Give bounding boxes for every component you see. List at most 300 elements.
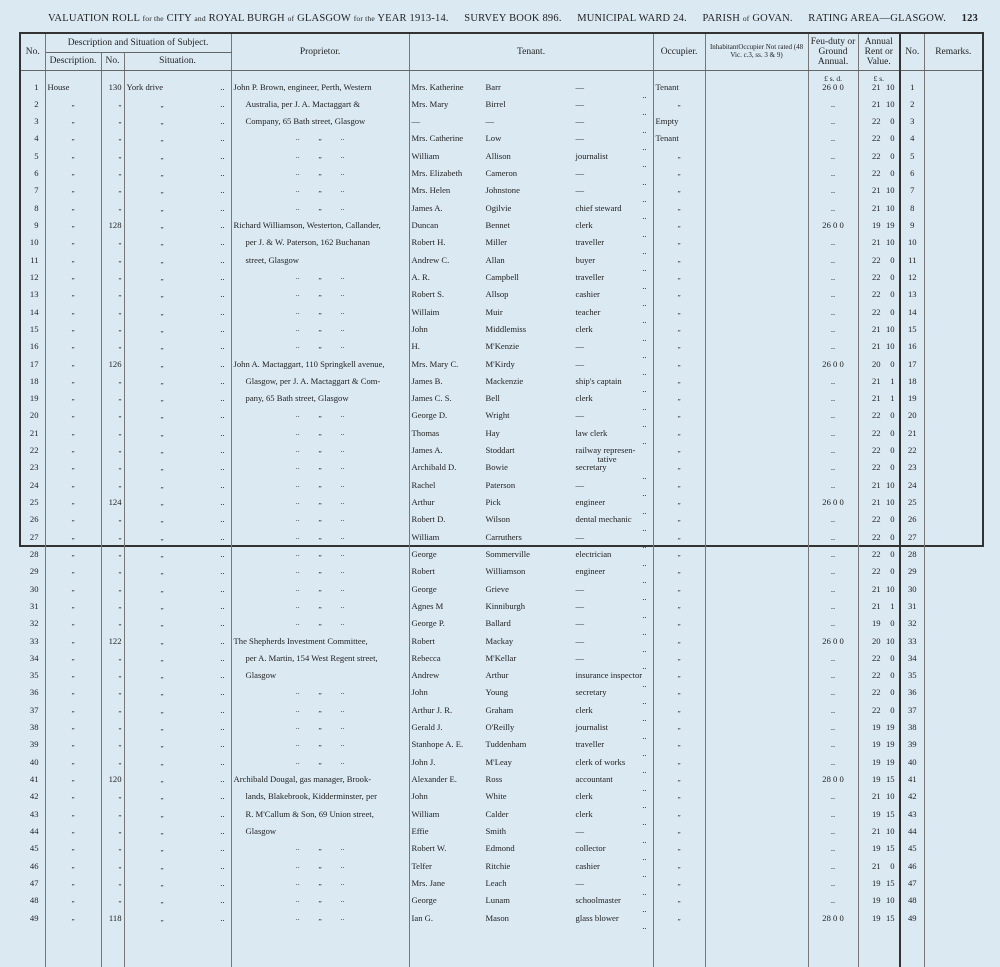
leader-dots: .. (220, 99, 225, 109)
description-cell: „ (45, 446, 101, 463)
tenant-cell (409, 325, 653, 342)
tenant-surname: — (485, 117, 495, 127)
annual-rent-cell (858, 637, 900, 654)
rent-pounds: 22 (871, 446, 881, 456)
street-number-cell: „ (101, 481, 124, 498)
occupier-cell: „ (653, 515, 705, 532)
inhabitant-cell (705, 446, 808, 463)
row-number-right: 28 (900, 550, 924, 567)
feu-duty-cell: .. (808, 619, 858, 636)
leader-dots: .. (220, 913, 225, 923)
tenant-cell (409, 463, 653, 480)
occupier-cell: „ (653, 256, 705, 273)
table-row (21, 221, 982, 238)
rent-pounds: 19 (871, 913, 881, 923)
proprietor-cell: .. „ .. (231, 723, 409, 740)
feu-duty-cell: .. (808, 429, 858, 446)
tenant-cell (409, 238, 653, 255)
occupier-cell: „ (653, 810, 705, 827)
rent-pounds: 21 (871, 584, 881, 594)
title-part: GLASGOW (297, 13, 351, 24)
occupier-cell: „ (653, 567, 705, 584)
tenant-first-name: George P. (411, 619, 445, 629)
leader-dots: .. (642, 90, 647, 100)
parish-label: PARISH (702, 13, 741, 24)
tenant-cell (409, 134, 653, 151)
street-number-cell: „ (101, 862, 124, 879)
description-cell: „ (45, 290, 101, 307)
tenant-cell (409, 100, 653, 117)
col-desc-group: Description and Situation of Subject. (45, 34, 231, 52)
inhabitant-cell (705, 152, 808, 169)
street-number-cell: „ (101, 152, 124, 169)
annual-rent-cell (858, 446, 900, 463)
tenant-occupation: — (575, 619, 585, 629)
street-number-cell: „ (101, 186, 124, 203)
proprietor-cell: .. „ .. (231, 533, 409, 550)
leader-dots: .. (220, 532, 225, 542)
situation-cell (124, 308, 231, 325)
street-number-cell: „ (101, 896, 124, 913)
occupier-cell: Tenant (653, 83, 705, 100)
annual-rent-cell (858, 394, 900, 411)
street-number-cell: „ (101, 100, 124, 117)
table-row (21, 238, 982, 255)
occupier-cell: „ (653, 221, 705, 238)
empty-cell (21, 931, 45, 967)
inhabitant-cell (705, 688, 808, 705)
leader-dots: .. (642, 315, 647, 325)
remarks-cell (924, 758, 982, 775)
rent-shillings: 10 (885, 498, 895, 507)
remarks-cell (924, 446, 982, 463)
row-number-right: 41 (900, 775, 924, 792)
leader-dots: .. (642, 488, 647, 498)
description-cell: „ (45, 827, 101, 844)
table-row (21, 83, 982, 100)
leader-dots: .. (642, 626, 647, 637)
row-number: 5 (21, 152, 45, 169)
proprietor-cell: .. „ .. (231, 688, 409, 705)
description-cell: „ (45, 186, 101, 203)
situation-cell (124, 186, 231, 203)
situation-text: „ (160, 654, 164, 663)
empty-cell (231, 931, 409, 967)
row-number: 40 (21, 758, 45, 775)
tenant-occupation: schoolmaster (575, 896, 621, 906)
situation-text: „ (160, 845, 164, 854)
inhabitant-cell (705, 186, 808, 203)
situation-text: „ (160, 533, 164, 542)
remarks-cell (924, 533, 982, 550)
feu-duty-cell: 26 0 0 (808, 498, 858, 515)
inhabitant-cell (705, 100, 808, 117)
tenant-occupation: — (575, 532, 585, 542)
occupier-cell: Empty (653, 117, 705, 134)
tenant-cell (409, 688, 653, 705)
tenant-first-name: A. R. (411, 272, 430, 282)
row-number: 41 (21, 775, 45, 792)
inhabitant-cell (705, 273, 808, 290)
title-part: ROYAL BURGH (208, 13, 285, 24)
row-number: 3 (21, 117, 45, 134)
leader-dots: .. (220, 792, 225, 802)
rent-pounds: 21 (871, 324, 881, 334)
feu-duty-cell: .. (808, 827, 858, 844)
leader-dots: .. (642, 159, 647, 170)
description-cell: „ (45, 273, 101, 290)
col-tenant: Tenant. (409, 34, 653, 70)
tenant-cell (409, 429, 653, 446)
row-number-right: 37 (900, 706, 924, 723)
leader-dots: .. (642, 592, 647, 602)
rent-shillings: 0 (890, 151, 895, 161)
situation-cell (124, 914, 231, 931)
row-number: 18 (21, 377, 45, 394)
feu-duty-cell: .. (808, 325, 858, 342)
row-number-right: 33 (900, 637, 924, 654)
situation-text: „ (160, 152, 164, 161)
remarks-cell (924, 342, 982, 359)
col-occupier: Occupier. (653, 34, 705, 70)
row-number-right: 16 (900, 342, 924, 359)
tenant-cell (409, 654, 653, 671)
leader-dots: .. (642, 644, 647, 654)
table-row (21, 169, 982, 186)
situation-text: „ (160, 447, 164, 456)
tenant-occupation: secretary (575, 463, 607, 473)
table-row (21, 862, 982, 879)
tenant-surname: Sommerville (485, 549, 530, 559)
description-cell: „ (45, 204, 101, 221)
street-number-cell: „ (101, 844, 124, 861)
situation-cell (124, 740, 231, 757)
leader-dots: .. (220, 428, 225, 438)
col-remarks: Remarks. (924, 34, 982, 70)
situation-cell (124, 775, 231, 792)
rent-pounds: 22 (871, 549, 881, 559)
remarks-cell (924, 325, 982, 342)
situation-cell (124, 533, 231, 550)
tenant-surname: O'Reilly (485, 723, 515, 733)
proprietor-cell: .. „ .. (231, 550, 409, 567)
inhabitant-cell (705, 602, 808, 619)
leader-dots: .. (642, 505, 647, 516)
row-number: 1 (21, 83, 45, 100)
feu-duty-cell: 26 0 0 (808, 360, 858, 377)
street-number-cell: „ (101, 567, 124, 584)
inhabitant-cell (705, 637, 808, 654)
rent-shillings: 0 (890, 532, 895, 542)
inhabitant-cell (705, 169, 808, 186)
occupier-cell: „ (653, 550, 705, 567)
tenant-occupation: insurance inspector (575, 671, 643, 681)
row-number: 26 (21, 515, 45, 532)
situation-text: „ (160, 516, 164, 525)
annual-rent-cell (858, 896, 900, 913)
proprietor-cell: Archibald Dougal, gas manager, Brook- (231, 775, 409, 792)
description-cell: „ (45, 706, 101, 723)
situation-text: „ (160, 602, 164, 611)
proprietor-cell: .. „ .. (231, 152, 409, 169)
proprietor-cell: Glasgow (231, 671, 409, 688)
row-number-right: 9 (900, 221, 924, 238)
leader-dots: .. (642, 297, 647, 308)
situation-cell (124, 498, 231, 515)
occupier-cell: „ (653, 827, 705, 844)
rent-units: £ s. (858, 70, 900, 83)
tenant-first-name: Rebecca (411, 653, 441, 663)
title-part: for the (142, 14, 164, 23)
tenant-first-name: Robert (411, 636, 435, 646)
table-row (21, 117, 982, 134)
row-number-right: 34 (900, 654, 924, 671)
proprietor-cell: Australia, per J. A. Mactaggart & (231, 100, 409, 117)
rent-pounds: 22 (871, 463, 881, 473)
leader-dots: .. (220, 342, 225, 352)
street-number-cell: „ (101, 792, 124, 809)
annual-rent-cell (858, 602, 900, 619)
leader-dots: .. (642, 886, 647, 897)
description-cell: „ (45, 896, 101, 913)
tenant-occupation: traveller (575, 238, 605, 248)
rent-pounds: 22 (871, 134, 881, 144)
street-number-cell: „ (101, 342, 124, 359)
description-cell: „ (45, 654, 101, 671)
remarks-cell (924, 585, 982, 602)
rent-shillings: 10 (885, 99, 895, 109)
leader-dots: .. (220, 394, 225, 404)
leader-dots: .. (642, 713, 647, 724)
tenant-occupation: electrician (575, 549, 612, 559)
leader-dots: .. (220, 861, 225, 871)
situation-cell (124, 706, 231, 723)
tenant-occupation: — (575, 134, 585, 144)
situation-cell (124, 481, 231, 498)
feu-duty-cell: .. (808, 481, 858, 498)
remarks-cell (924, 411, 982, 428)
rent-shillings: 0 (890, 619, 895, 629)
tenant-surname: M'Kellar (485, 653, 517, 663)
annual-rent-cell (858, 134, 900, 151)
street-number-cell: „ (101, 550, 124, 567)
table-row (21, 377, 982, 394)
leader-dots: .. (220, 567, 225, 577)
rent-shillings: 0 (890, 411, 895, 421)
feu-duty-cell: 26 0 0 (808, 221, 858, 238)
description-cell: „ (45, 238, 101, 255)
description-cell: „ (45, 256, 101, 273)
leader-dots: .. (220, 826, 225, 836)
street-number-cell: „ (101, 671, 124, 688)
feu-duty-cell: .. (808, 758, 858, 775)
rent-shillings: 15 (885, 844, 895, 854)
annual-rent-cell (858, 429, 900, 446)
tenant-cell (409, 308, 653, 325)
tenant-occupation-cont: tative (597, 453, 617, 464)
tenant-cell (409, 515, 653, 532)
occupier-cell: „ (653, 862, 705, 879)
situation-text: „ (160, 187, 164, 196)
rent-pounds: 19 (871, 740, 881, 750)
leader-dots: .. (220, 757, 225, 767)
leader-dots: .. (220, 376, 225, 386)
feu-duty-cell: .. (808, 792, 858, 809)
tenant-cell (409, 827, 653, 844)
situation-text: „ (160, 291, 164, 300)
tenant-occupation: traveller (575, 272, 605, 282)
rent-pounds: 20 (871, 636, 881, 646)
description-cell: „ (45, 100, 101, 117)
description-cell: „ (45, 637, 101, 654)
rent-pounds: 21 (871, 498, 881, 507)
tenant-surname: Carruthers (485, 532, 522, 542)
tenant-surname: Bennet (485, 221, 510, 230)
annual-rent-cell (858, 169, 900, 186)
col-no-right: No. (900, 34, 924, 70)
rent-pounds: 19 (871, 896, 881, 906)
rent-shillings: 0 (890, 359, 895, 369)
situation-cell (124, 169, 231, 186)
rent-shillings: 10 (885, 480, 895, 490)
remarks-cell (924, 463, 982, 480)
feu-duty-cell: 26 0 0 (808, 83, 858, 100)
tenant-occupation: glass blower (575, 913, 619, 923)
remarks-cell (924, 83, 982, 100)
annual-rent-cell (858, 585, 900, 602)
leader-dots: .. (220, 878, 225, 888)
situation-text: „ (160, 100, 164, 109)
description-cell: „ (45, 169, 101, 186)
table-row (21, 308, 982, 325)
occupier-cell: „ (653, 100, 705, 117)
row-number: 22 (21, 446, 45, 463)
inhabitant-cell (705, 221, 808, 238)
street-number-cell: „ (101, 654, 124, 671)
tenant-first-name: Mrs. Jane (411, 878, 445, 888)
annual-rent-cell (858, 740, 900, 757)
occupier-cell: „ (653, 169, 705, 186)
rent-pounds: 22 (871, 688, 881, 698)
tenant-surname: Leach (485, 878, 507, 888)
tenant-cell (409, 914, 653, 931)
inhabitant-cell (705, 706, 808, 723)
situation-cell (124, 446, 231, 463)
parish-of: of (742, 14, 750, 23)
row-number-right: 19 (900, 394, 924, 411)
leader-dots: .. (220, 463, 225, 473)
leader-dots: .. (642, 384, 647, 395)
feu-duty-cell: .. (808, 515, 858, 532)
row-number-right: 46 (900, 862, 924, 879)
leader-dots: .. (642, 903, 647, 914)
tenant-first-name: George (411, 549, 437, 559)
table-row (21, 706, 982, 723)
description-cell: „ (45, 394, 101, 411)
tenant-surname: Stoddart (485, 446, 515, 456)
situation-cell (124, 256, 231, 273)
occupier-cell: „ (653, 429, 705, 446)
annual-rent-cell (858, 533, 900, 550)
occupier-cell: „ (653, 186, 705, 203)
tenant-first-name: Rachel (411, 480, 436, 490)
situation-cell (124, 290, 231, 307)
leader-dots: .. (220, 186, 225, 196)
remarks-cell (924, 481, 982, 498)
rent-pounds: 21 (871, 82, 881, 92)
proprietor-cell: .. „ .. (231, 498, 409, 515)
annual-rent-cell (858, 775, 900, 792)
proprietor-cell: .. „ .. (231, 914, 409, 931)
situation-cell (124, 394, 231, 411)
occupier-cell: „ (653, 740, 705, 757)
street-number-cell: 122 (101, 637, 124, 654)
situation-text: „ (160, 706, 164, 715)
occupier-cell: „ (653, 533, 705, 550)
row-number-right: 6 (900, 169, 924, 186)
row-number: 17 (21, 360, 45, 377)
description-cell: „ (45, 567, 101, 584)
feu-duty-cell: .. (808, 256, 858, 273)
inhabitant-cell (705, 723, 808, 740)
row-number-right: 36 (900, 688, 924, 705)
occupier-cell: „ (653, 377, 705, 394)
feu-duty-cell: .. (808, 671, 858, 688)
inhabitant-cell (705, 775, 808, 792)
occupier-cell: „ (653, 290, 705, 307)
row-number: 29 (21, 567, 45, 584)
tenant-surname: Bell (485, 394, 500, 404)
occupier-cell: „ (653, 463, 705, 480)
remarks-cell (924, 862, 982, 879)
situation-cell (124, 688, 231, 705)
feu-duty-cell: .. (808, 533, 858, 550)
proprietor-cell: .. „ .. (231, 758, 409, 775)
leader-dots: .. (220, 619, 225, 629)
tenant-surname: Barr (485, 82, 501, 92)
proprietor-cell: .. „ .. (231, 290, 409, 307)
annual-rent-cell (858, 290, 900, 307)
tenant-cell (409, 775, 653, 792)
title-part: YEAR 1913-14. (377, 13, 449, 24)
tenant-first-name: James A. (411, 446, 443, 456)
rent-shillings: 15 (885, 775, 895, 784)
tenant-first-name: — (411, 117, 421, 127)
survey-book: SURVEY BOOK 896. (464, 13, 562, 24)
tenant-occupation: clerk of works (575, 757, 626, 767)
annual-rent-cell (858, 758, 900, 775)
leader-dots: .. (220, 896, 225, 906)
row-number: 20 (21, 411, 45, 428)
proprietor-cell: lands, Blakebrook, Kidderminster, per (231, 792, 409, 809)
occupier-cell: „ (653, 671, 705, 688)
empty-cell (124, 931, 231, 967)
row-number-right: 22 (900, 446, 924, 463)
rent-pounds: 21 (871, 342, 881, 352)
annual-rent-cell (858, 844, 900, 861)
empty-cell (653, 931, 705, 967)
rent-pounds: 22 (871, 428, 881, 438)
row-number: 43 (21, 810, 45, 827)
situation-text: „ (160, 758, 164, 767)
feu-duty-cell: 28 0 0 (808, 914, 858, 931)
occupier-cell: „ (653, 342, 705, 359)
title-part: CITY (166, 13, 192, 24)
remarks-cell (924, 723, 982, 740)
tenant-occupation: collector (575, 844, 606, 854)
tenant-surname: Graham (485, 705, 514, 715)
tenant-surname: Tuddenham (485, 740, 527, 750)
